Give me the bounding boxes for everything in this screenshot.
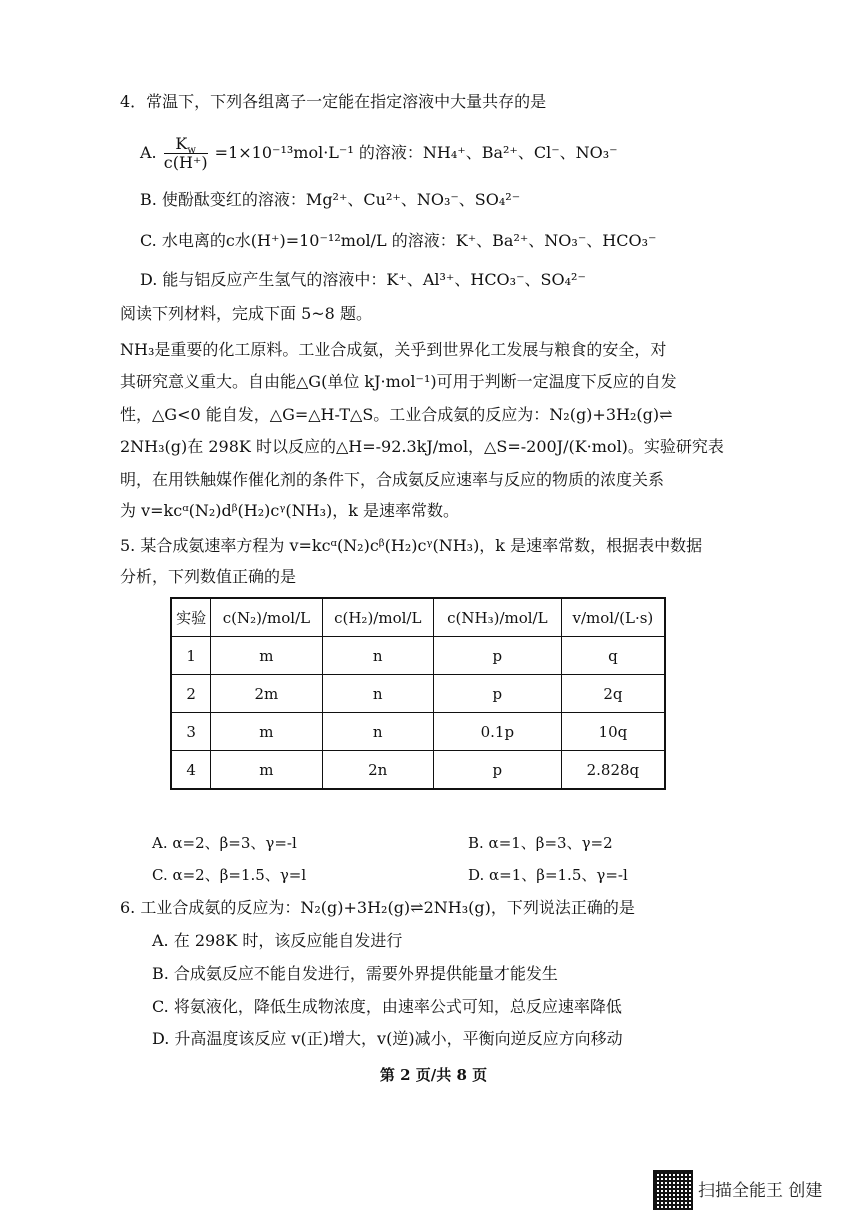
q6-stem: 6. 工业合成氨的反应为：N₂(g)+3H₂(g)⇌2NH₃(g)，下列说法正确的是	[120, 898, 635, 917]
reading-line-3: 性，△G<0 能自发，△G=△H-T△S。工业合成氨的反应为：N₂(g)+3H₂(g)⇌	[120, 405, 673, 424]
table-cell: n	[322, 637, 433, 675]
table-cell: n	[322, 713, 433, 751]
table-cell: 10q	[561, 713, 665, 751]
table-cell: p	[433, 675, 561, 713]
scanner-watermark: 扫描全能王 创建	[698, 1181, 823, 1201]
table-cell: p	[433, 637, 561, 675]
table-row	[171, 637, 665, 675]
table-cell: n	[322, 675, 433, 713]
q5-stem-2: 分析，下列数值正确的是	[120, 567, 297, 586]
table-cell: m	[211, 637, 322, 675]
table-header: c(H₂)/mol/L	[322, 598, 433, 637]
reading-line-6: 为 v=kcᵅ(N₂)dᵝ(H₂)cᵞ(NH₃)，k 是速率常数。	[120, 501, 460, 520]
table-row	[171, 751, 665, 790]
page-footer: 第 2 页/共 8 页	[379, 1066, 488, 1084]
q5-option-b: B. α=1、β=3、γ=2	[468, 834, 613, 852]
q5-option-d: D. α=1、β=1.5、γ=-l	[468, 866, 628, 884]
q4-option-d: D. 能与铝反应产生氢气的溶液中：K⁺、Al³⁺、HCO₃⁻、SO₄²⁻	[140, 270, 586, 289]
table-cell: 2n	[322, 751, 433, 790]
table-cell: 0.1p	[433, 713, 561, 751]
table-cell: 2.828q	[561, 751, 665, 790]
kw-fraction	[164, 135, 208, 172]
q6-option-b: B. 合成氨反应不能自发进行，需要外界提供能量才能发生	[152, 964, 558, 983]
reading-line-5: 明，在用铁触媒作催化剂的条件下，合成氨反应速率与反应的物质的浓度关系	[120, 470, 665, 489]
q6-option-d: D. 升高温度该反应 v(正)增大，v(逆)减小，平衡向逆反应方向移动	[152, 1029, 623, 1048]
q4-stem: 4．常温下，下列各组离子一定能在指定溶液中大量共存的是	[120, 92, 547, 111]
reading-line-2: 其研究意义重大。自由能△G(单位 kJ·mol⁻¹)可用于判断一定温度下反应的自发	[120, 372, 677, 391]
reading-line-4: 2NH₃(g)在 298K 时以反应的△H=-92.3kJ/mol，△S=-200J/(K·mol)。实验研究表	[120, 437, 724, 456]
frac-num: K	[175, 134, 188, 153]
table-cell: 2q	[561, 675, 665, 713]
reading-line-1: NH₃是重要的化工原料。工业合成氨，关乎到世界化工发展与粮食的安全，对	[120, 340, 667, 359]
q5-stem-1: 5. 某合成氨速率方程为 v=kcᵅ(N₂)cᵝ(H₂)cᵞ(NH₃)，k 是速率常数，根据表中数据	[120, 536, 703, 555]
q6-option-a: A. 在 298K 时，该反应能自发进行	[152, 931, 403, 950]
q4-option-a-prefix: A.	[140, 143, 157, 162]
table-cell: m	[211, 751, 322, 790]
q5-option-a: A. α=2、β=3、γ=-l	[152, 834, 297, 852]
table-cell: 4	[171, 751, 211, 790]
table-cell: p	[433, 751, 561, 790]
frac-num-sub: w	[187, 145, 196, 157]
table-header: c(N₂)/mol/L	[211, 598, 322, 637]
qr-code-icon	[653, 1170, 693, 1210]
q5-option-c: C. α=2、β=1.5、γ=l	[152, 866, 307, 884]
table-header: c(NH₃)/mol/L	[433, 598, 561, 637]
table-cell: 2	[171, 675, 211, 713]
table-row	[171, 675, 665, 713]
table-header: 实验	[171, 598, 211, 637]
q4-option-a-rest: =1×10⁻¹³mol·L⁻¹ 的溶液：NH₄⁺、Ba²⁺、Cl⁻、NO₃⁻	[214, 143, 618, 162]
table-header-row	[171, 598, 665, 637]
table-cell: 2m	[211, 675, 322, 713]
table-cell: m	[211, 713, 322, 751]
reading-intro: 阅读下列材料，完成下面 5~8 题。	[120, 304, 372, 323]
q6-option-c: C. 将氨液化，降低生成物浓度，由速率公式可知，总反应速率降低	[152, 997, 622, 1016]
q4-option-a	[140, 135, 618, 172]
table-header: v/mol/(L·s)	[561, 598, 665, 637]
q4-option-b: B. 使酚酞变红的溶液：Mg²⁺、Cu²⁺、NO₃⁻、SO₄²⁻	[140, 190, 521, 209]
table-row	[171, 713, 665, 751]
table-cell: q	[561, 637, 665, 675]
table-cell: 3	[171, 713, 211, 751]
table-cell: 1	[171, 637, 211, 675]
frac-den: c(H⁺)	[163, 153, 208, 172]
q4-option-c: C. 水电离的c水(H⁺)=10⁻¹²mol/L 的溶液：K⁺、Ba²⁺、NO₃⁻、HCO₃⁻	[140, 231, 657, 250]
rate-data-table	[170, 597, 666, 790]
